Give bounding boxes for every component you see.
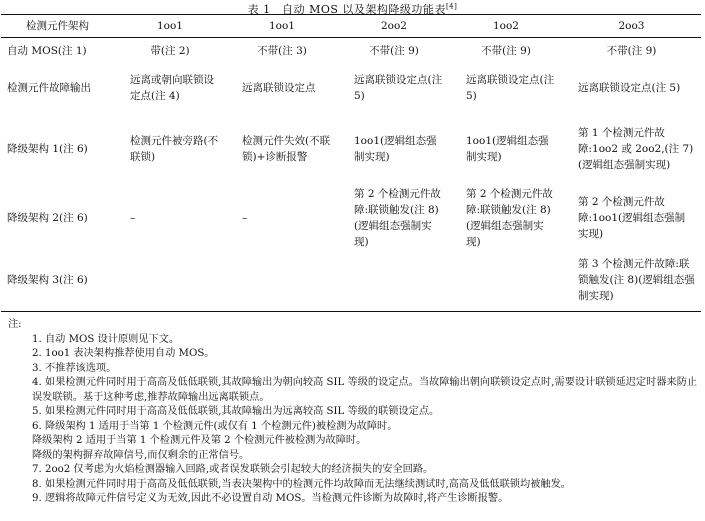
table-row: [1, 250, 701, 312]
table-notes: [8, 318, 698, 507]
row-label: 降级架构 3(注 6): [1, 250, 114, 312]
note-line: 9. 逻辑将故障元件信号定义为无效,因此不必设置自动 MOS。当检测元件诊断为故障时,将产生诊断报警。: [32, 493, 509, 504]
table-row: [1, 186, 701, 250]
header-cell: 2oo2: [338, 15, 450, 38]
table-cell: 远离联锁设定点(注 5): [578, 81, 681, 94]
table-cell: 不带(注 9): [481, 44, 531, 57]
table-cell: 第 2 个检测元件故障:联锁触发(注 8)(逻辑组态强制实现): [466, 187, 553, 248]
note-line: 5. 如果检测元件同时用于高高及低低联锁,其故障输出为远离较高 SIL 等级的联锁设定点。: [32, 406, 440, 417]
mos-degradation-table: [1, 14, 701, 312]
notes-title: 注:: [8, 319, 22, 330]
caption-text: 表 1 自动 MOS 以及架构降级功能表: [247, 3, 446, 16]
table-cell: 远离联锁设定点(注 5): [466, 73, 555, 102]
table-row: [1, 64, 701, 112]
table-cell: 带(注 2): [150, 44, 190, 57]
table-cell: –: [242, 211, 248, 224]
header-cell: 2oo3: [562, 15, 701, 38]
table-cell: 不带(注 3): [257, 44, 307, 57]
table-cell: –: [130, 211, 136, 224]
table-cell: 1oo1(逻辑组态强制实现): [466, 134, 549, 163]
table-cell: 第 2 个检测元件故障:联锁触发(注 8)(逻辑组态强制实现): [354, 187, 441, 248]
table-cell: 第 2 个检测元件故障:1oo1(逻辑组态强制实现): [578, 195, 686, 240]
row-label: 自动 MOS(注 1): [7, 44, 87, 57]
table-cell: [450, 250, 562, 312]
header-cell: 检测元件架构: [1, 15, 114, 38]
note-line: 1. 自动 MOS 设计原则见下文。: [32, 333, 180, 345]
row-label: 检测元件故障输出: [7, 81, 91, 94]
table-cell: 远离联锁设定点(注 5): [354, 73, 443, 102]
table-cell: 1oo1(逻辑组态强制实现): [354, 134, 437, 163]
table-row: [1, 38, 701, 64]
row-label: 降级架构 1(注 6): [7, 142, 88, 155]
note-line: 7. 2oo2 仅考虑为火焰检测器输入回路,或者误发联锁会引起较大的经济损失的安全回路。: [32, 464, 434, 475]
table-cell: [114, 250, 226, 312]
table-cell: [338, 250, 450, 312]
table-cell: 第 1 个检测元件故障:1oo2 或 2oo2,(注 7)(逻辑组态强制实现): [578, 126, 694, 171]
table-cell: 远离或朝向联锁设定点(注 4): [130, 73, 214, 102]
note-line: 2. 1oo1 表决架构推荐使用自动 MOS。: [32, 348, 215, 359]
table-row: [1, 112, 701, 186]
header-cell: 1oo2: [450, 15, 562, 38]
row-label: 降级架构 2(注 6): [7, 211, 88, 224]
table-header-row: [1, 15, 701, 38]
table-cell: [226, 250, 338, 312]
table-cell: 第 3 个检测元件故障:联锁触发(注 8)(逻辑组态强制实现): [562, 250, 701, 312]
table-cell: 检测元件被旁路(不联锁): [130, 134, 219, 163]
table-cell: 不带(注 9): [606, 44, 657, 57]
note-line: 3. 不推荐该选项。: [32, 362, 117, 374]
table-cell: 远离联锁设定点: [242, 81, 316, 94]
table-cell: 检测元件失效(不联锁)+诊断报警: [242, 134, 331, 163]
note-line: 8. 如果检测元件同时用于高高及低低联锁,当表决架构中的检测元件均故障而无法继续测试时,高高及低低联锁均被触发。: [32, 478, 571, 490]
caption-reference: [4]: [445, 2, 458, 11]
note-line: 降级的架构摒弃故障信号,而仅剩余的正常信号。: [32, 449, 250, 461]
note-line: 降级架构 2 适用于当第 1 个检测元件及第 2 个检测元件被检测为故障时。: [32, 435, 367, 446]
note-line: 4. 如果检测元件同时用于高高及低低联锁,其故障输出为朝向较高 SIL 等级的设定点。当故障输出朝向联锁设定点时,需要设计联锁延迟定时器来防止误发联锁。基于这种考虑,推荐故障输出远离联锁点。: [32, 377, 698, 403]
header-cell: 1oo1: [114, 15, 226, 38]
table-cell: 不带(注 9): [369, 44, 419, 57]
note-line: 6. 降级架构 1 适用于当第 1 个检测元件(或仅有 1 个检测元件)被检测为故障时。: [32, 420, 398, 432]
header-cell: 1oo1: [226, 15, 338, 38]
